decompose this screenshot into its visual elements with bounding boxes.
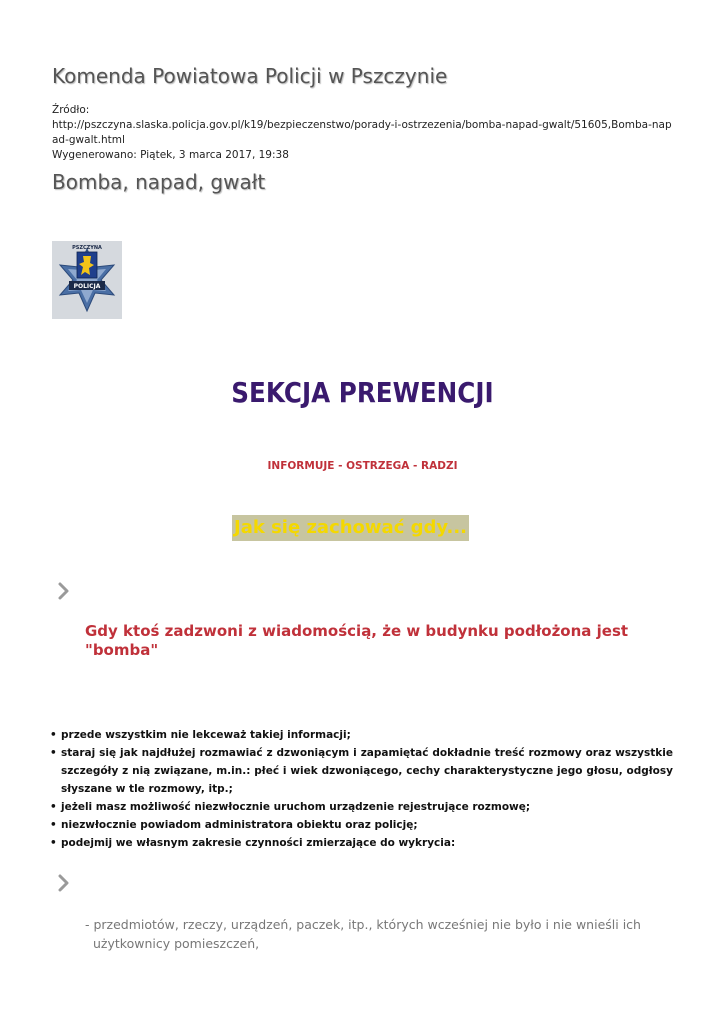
police-badge-image [52, 241, 122, 319]
article-title: Bomba, napad, gwałt [52, 170, 266, 194]
list-item: • niezwłocznie powiadom administratora obiektu oraz policję; [50, 816, 673, 834]
site-title: Komenda Powiatowa Policji w Pszczynie [52, 64, 448, 88]
document-meta [52, 103, 674, 163]
section-title: SEKCJA PREWENCJI [231, 376, 494, 409]
source-label: Źródło: [52, 104, 90, 116]
list-item: • staraj się jak najdłużej rozmawiać z dzwoniącym i zapamiętać dokładnie treść rozmowy oraz wszystkie szczegóły z nią związane, m.in.: płeć i wiek dzwoniącego, cechy charakterystyczne jego głosu, odgłosy słyszane w tle rozmowy, itp.; [50, 744, 673, 798]
list-item: • podejmij we własnym zakresie czynności zmierzające do wykrycia: [50, 834, 673, 852]
badge-text-top: PSZCZYNA [72, 245, 102, 251]
instructions-list [50, 726, 673, 852]
badge-text-bottom: POLICJA [73, 283, 101, 290]
motto: INFORMUJE - OSTRZEGA - RADZI [267, 460, 458, 472]
question-heading: Jak się zachować gdy... [232, 515, 469, 541]
list-item: • przede wszystkim nie lekceważ takiej informacji; [50, 726, 673, 744]
chevron-right-icon[interactable] [56, 873, 72, 893]
source-url[interactable]: http://pszczyna.slaska.policja.gov.pl/k19/bezpieczenstwo/porady-i-ostrzezenia/bomba-napad-gwalt/51605,Bomba-napad-gwalt.html [52, 119, 672, 146]
chevron-right-icon[interactable] [56, 581, 72, 601]
bomb-threat-heading: Gdy ktoś zadzwoni z wiadomością, że w budynku podłożona jest "bomba" [85, 622, 629, 659]
generated-date: Wygenerowano: Piątek, 3 marca 2017, 19:38 [52, 149, 289, 161]
list-item: • jeżeli masz możliwość niezwłocznie uruchom urządzenie rejestrujące rozmowę; [50, 798, 673, 816]
dash-list-item: - przedmiotów, rzeczy, urządzeń, paczek, itp., których wcześniej nie było i nie wnieśli ich użytkownicy pomieszczeń, [85, 917, 641, 951]
police-star-badge-icon [52, 241, 122, 319]
